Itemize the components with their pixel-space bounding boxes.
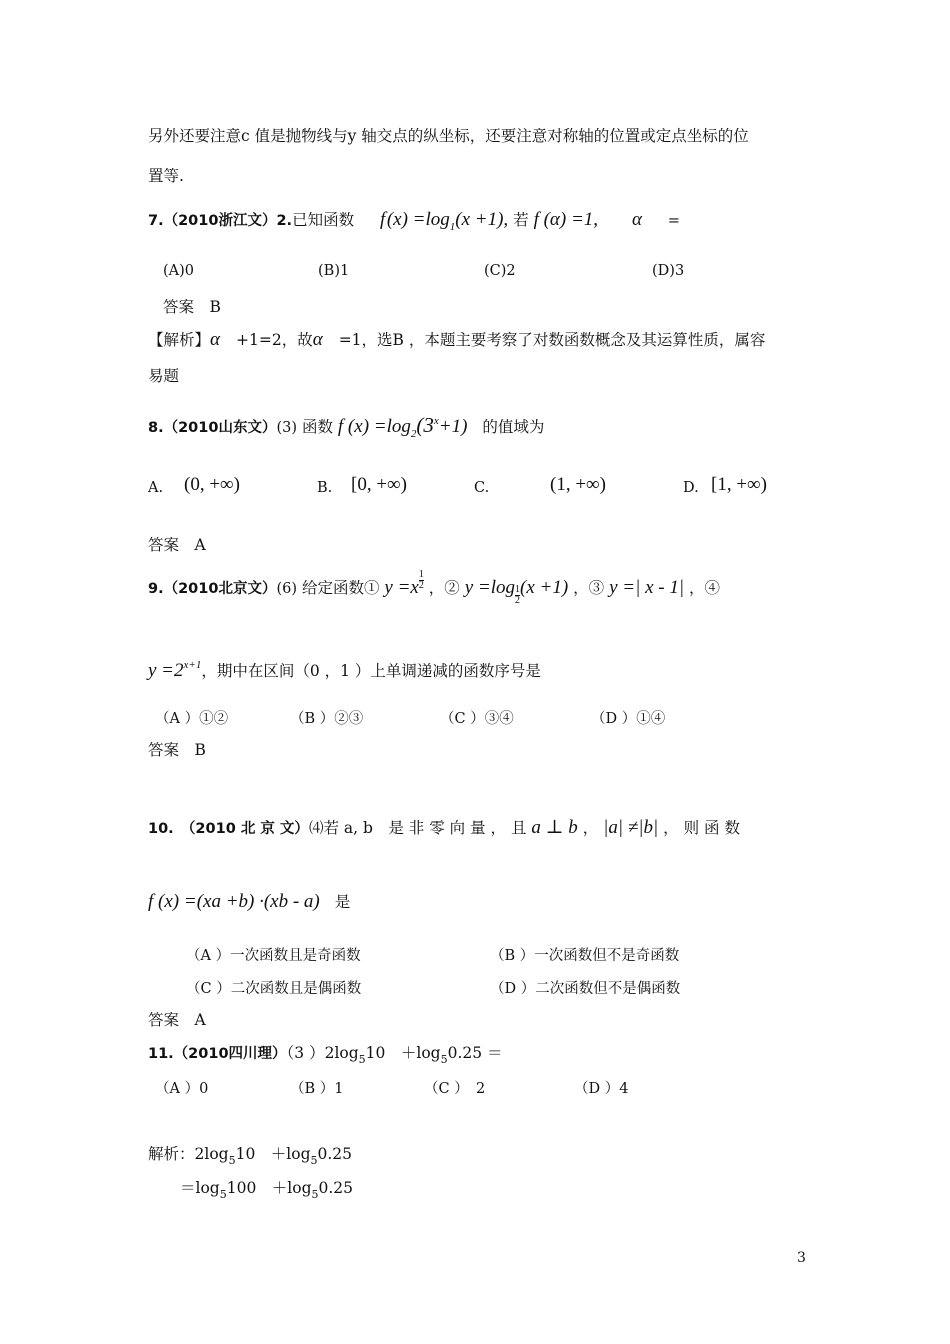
q7-answer: 答案 B — [163, 298, 221, 316]
q8-option-c: C. (1, +∞) — [474, 474, 606, 496]
q9-f4: $y =2^{x+1}$ — [148, 659, 202, 681]
q8-label: 8.（2010山东文） — [148, 420, 277, 436]
q7-option-c: (C)2 — [484, 263, 516, 279]
q7-option-b: (B)1 — [318, 263, 350, 279]
q11-option-b: （B ）1 — [290, 1081, 344, 1097]
q11-label: 11.（2010四川理） — [148, 1046, 287, 1062]
q10-formula-line: f (x) =(xa +b) ·(xb - a) 是 — [148, 891, 351, 912]
q7-option-d: (D)3 — [652, 263, 685, 279]
q10-option-d: （D ）二次函数但不是偶函数 — [490, 981, 681, 997]
q11-option-a: （A ）0 — [155, 1081, 209, 1097]
q10-option-a: （A ）一次函数且是奇函数 — [186, 948, 361, 964]
intro-line-2: 置等. — [148, 167, 184, 185]
q9-option-a: （A ）①② — [155, 711, 229, 727]
q7-analysis-cont: 易题 — [148, 367, 180, 385]
q11-option-c: （C ） 2 — [424, 1081, 486, 1097]
page-number: 3 — [797, 1250, 806, 1266]
q9-stem-cont: $y =2^{x+1}$，期中在区间（0 ，1 ）上单调递减的函数序号是 — [148, 659, 541, 681]
q7-label: 7.（2010浙江文）2. — [148, 213, 293, 229]
q7-option-a: (A)0 — [163, 263, 195, 279]
q10-option-b: （B ）一次函数但不是奇函数 — [490, 948, 680, 964]
q8-formula: f $(x) =\log_2(3^x+1)$ — [337, 413, 468, 440]
q10-formula: f (x) =(xa +b) ·(xb - a) — [148, 891, 320, 912]
q8-stem: 8.（2010山东文）(3) 函数 f $(x) =\log_2(3^x+1)$ 的值域为 — [148, 413, 545, 440]
q10-label: 10. （2010 北 京 文） — [148, 821, 309, 837]
q9-answer: 答案 B — [148, 741, 206, 759]
intro-line-1: 另外还要注意c 值是抛物线与y 轴交点的纵坐标，还要注意对称轴的位置或定点坐标的位 — [148, 127, 749, 145]
q11-solution-1: 解析：$2\log_510$ $+\log_50.25$ — [148, 1145, 353, 1167]
q9-f3: y =| x - 1| — [609, 577, 685, 598]
q11-stem: 11.（2010四川理）（3 ）$2\log_510$ $+\log_50.25$ ＝ — [148, 1044, 503, 1066]
q8-answer: 答案 A — [148, 536, 206, 554]
q10-stem: 10. （2010 北 京 文）⑷若 a, b 是 非 零 向 量 ， 且 a ⊥ b ， |a| ≠|b| ， 则 函 数 — [148, 817, 740, 838]
q8-option-d: D. [1, +∞) — [683, 474, 767, 496]
q9-option-d: （D ）①④ — [591, 711, 666, 727]
q7-stem: 7.（2010浙江文）2.已知函数 f $(x) =\log_1(x +1)$, 若 f (α) =1, α = — [148, 209, 680, 233]
q10-option-c: （C ）二次函数且是偶函数 — [186, 981, 362, 997]
q9-option-c: （C ）③④ — [440, 711, 514, 727]
q10-answer: 答案 A — [148, 1011, 206, 1029]
q7-formula: f $(x) =\log_1(x +1)$, — [379, 209, 509, 233]
q9-stem: 9.（2010北京文）(6) 给定函数① y =x $\frac{1}{2}$ ，② y =log $\frac{1}{2}$ (x +1) ，③ y =| x - 1| ，④ — [148, 569, 721, 606]
q8-option-b: B. [0, +∞) — [317, 474, 407, 496]
q7-analysis: 【解析】α +1=2，故α =1，选B ，本题主要考察了对数函数概念及其运算性质，属容 — [148, 329, 766, 350]
q9-label: 9.（2010北京文） — [148, 581, 277, 597]
q9-f2: y =log $\frac{1}{2}$ (x +1) — [464, 577, 569, 606]
q11-solution-2: $=\log_5100$ $+\log_50.25$ — [180, 1179, 354, 1201]
q9-option-b: （B ）②③ — [290, 711, 364, 727]
q11-option-d: （D ）4 — [574, 1081, 629, 1097]
q9-f1: y =x $\frac{1}{2}$ — [384, 569, 424, 598]
q8-option-a: A. (0, +∞) — [148, 474, 240, 496]
